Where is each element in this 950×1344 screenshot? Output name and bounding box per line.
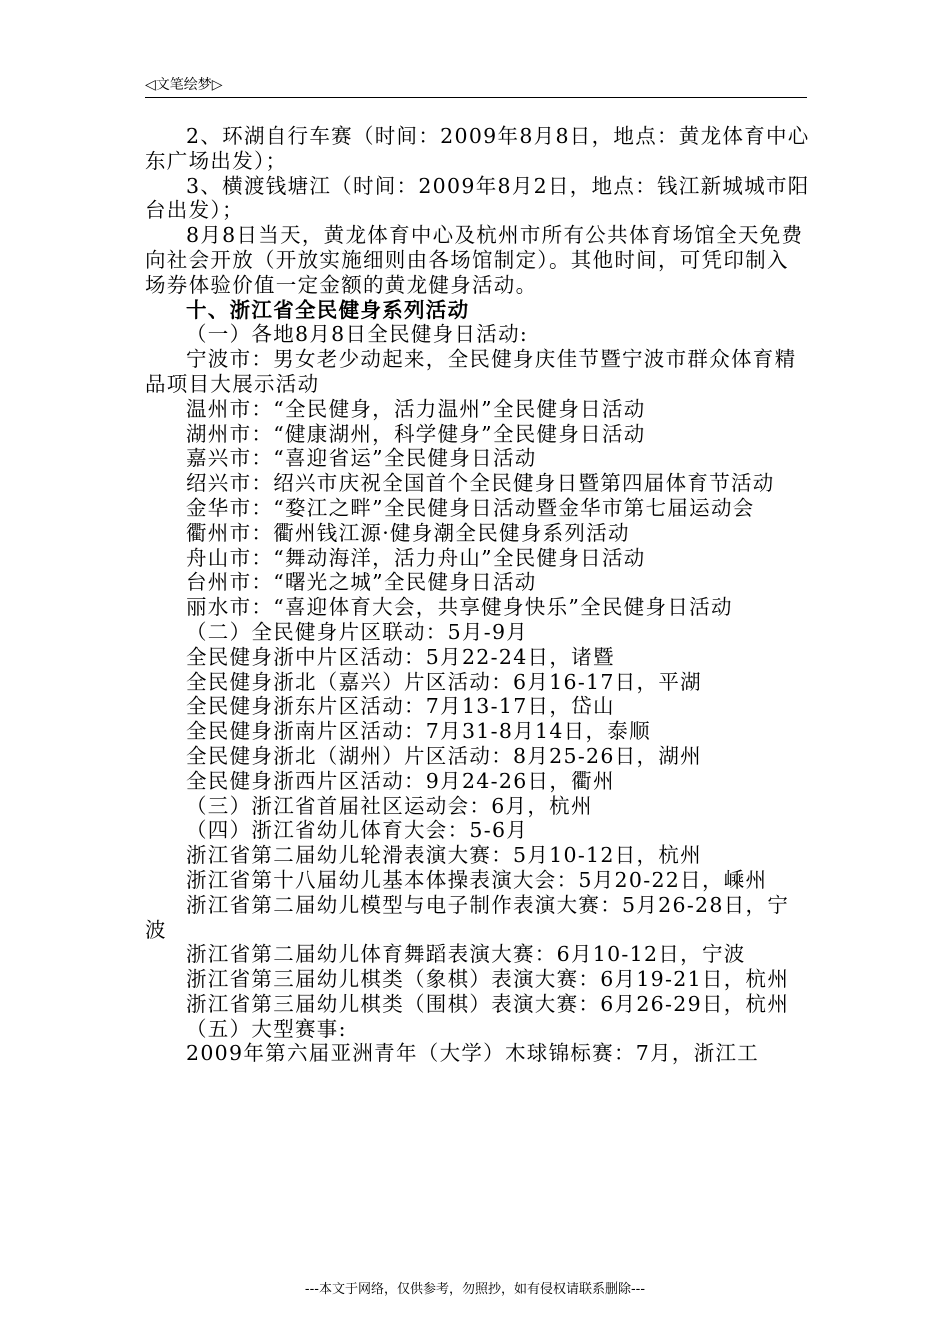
- list-item: 全民健身浙中片区活动：5月22-24日，诸暨: [186, 644, 615, 669]
- header-rule: [145, 97, 807, 98]
- list-item: 全民健身浙北（湖州）片区活动：8月25-26日，湖州: [186, 743, 702, 768]
- list-item: 浙江省第二届幼儿体育舞蹈表演大赛：6月10-12日，宁波: [186, 942, 746, 967]
- list-item: 浙江省第十八届幼儿基本体操表演大会：5月20-22日，嵊州: [186, 867, 768, 892]
- list-item: 湖州市：“健康湖州，科学健身”全民健身日活动: [186, 421, 646, 446]
- paragraph: 2、环湖自行车赛（时间：2009年8月8日，地点：黄龙体育中心东广场出发）；: [145, 124, 810, 173]
- list-item: 绍兴市：绍兴市庆祝全国首个全民健身日暨第四届体育节活动: [186, 471, 775, 496]
- list-item: 全民健身浙东片区活动：7月13-17日，岱山: [186, 694, 615, 719]
- paragraph: 8月8日当天，黄龙体育中心及杭州市所有公共体育场馆全天免费向社会开放（开放实施细则由各场馆制定）。其他时间，可凭印制入场券体验价值一定金额的黄龙健身活动。: [145, 223, 804, 297]
- subsection-heading: （一）各地8月8日全民健身日活动:: [186, 322, 529, 347]
- section-heading: 十、浙江省全民健身系列活动: [186, 297, 470, 322]
- list-item: 浙江省第二届幼儿轮滑表演大赛：5月10-12日，杭州: [186, 843, 702, 868]
- list-item: 2009年第六届亚洲青年（大学）木球锦标赛：7月，浙江工: [186, 1041, 760, 1066]
- list-item: 浙江省第二届幼儿模型与电子制作表演大赛：5月26-28日，宁波: [145, 892, 790, 942]
- list-item: 金华市：“婺江之畔”全民健身日活动暨金华市第七届运动会: [186, 495, 755, 520]
- list-item: 衢州市：衢州钱江源·健身潮全民健身系列活动: [186, 520, 630, 545]
- list-item: 丽水市：“喜迎体育大会，共享健身快乐”全民健身日活动: [186, 595, 733, 620]
- subsection-heading: （五）大型赛事:: [186, 1016, 347, 1041]
- list-item: 全民健身浙北（嘉兴）片区活动：6月16-17日，平湖: [186, 669, 702, 694]
- subsection-heading: （二）全民健身片区联动：5月-9月: [186, 619, 529, 644]
- list-item: 嘉兴市：“喜迎省运”全民健身日活动: [186, 446, 537, 471]
- list-item: 全民健身浙南片区活动：7月31-8月14日，泰顺: [186, 719, 651, 744]
- list-item: 台州市：“曙光之城”全民健身日活动: [186, 570, 537, 595]
- list-item: 宁波市：男女老少动起来，全民健身庆佳节暨宁波市群众体育精品项目大展示活动: [145, 347, 797, 396]
- page-header-title: ◁文笔绘梦▷: [145, 77, 223, 93]
- list-item: 全民健身浙西片区活动：9月24-26日，衢州: [186, 768, 615, 793]
- document-body: [145, 124, 810, 1066]
- paragraph: 3、横渡钱塘江（时间：2009年8月2日，地点：钱江新城城市阳台出发）；: [145, 173, 810, 223]
- subsection-heading: （三）浙江省首届社区运动会：6月，杭州: [186, 793, 593, 818]
- subsection-heading: （四）浙江省幼儿体育大会：5-6月: [186, 818, 529, 843]
- page-footer-disclaimer: ---本文于网络，仅供参考，勿照抄，如有侵权请联系删除---: [304, 1282, 646, 1297]
- list-item: 舟山市：“舞动海洋，活力舟山”全民健身日活动: [186, 545, 646, 570]
- list-item: 浙江省第三届幼儿棋类（象棋）表演大赛：6月19-21日，杭州: [186, 967, 790, 992]
- list-item: 温州市：“全民健身，活力温州”全民健身日活动: [186, 396, 646, 421]
- list-item: 浙江省第三届幼儿棋类（围棋）表演大赛：6月26-29日，杭州: [186, 991, 790, 1016]
